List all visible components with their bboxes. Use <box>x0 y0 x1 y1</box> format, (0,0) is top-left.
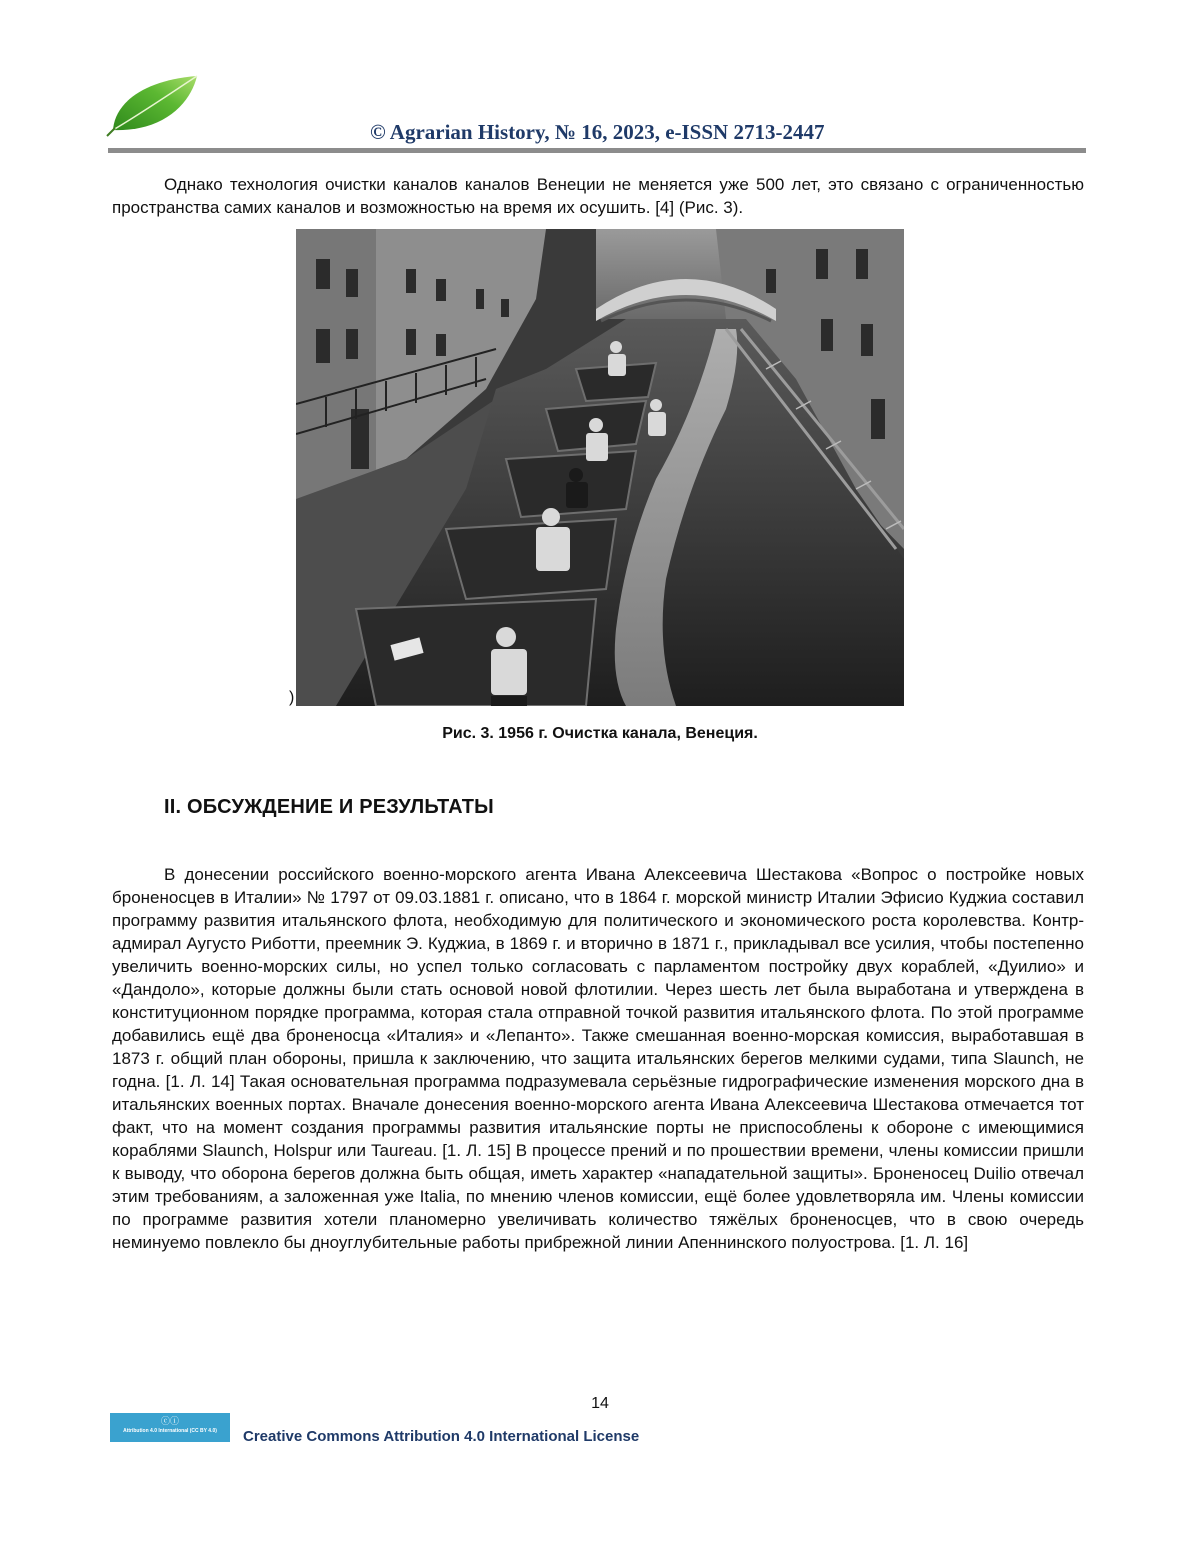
page-number: 14 <box>591 1395 609 1412</box>
journal-title: © Agrarian History, № 16, 2023, e-ISSN 2713-2447 <box>370 120 825 144</box>
stray-parenthesis: ) <box>289 689 295 706</box>
cc-by-icon: ⓒⓘ <box>160 1416 179 1426</box>
intro-text: Однако технология очистки каналов каналов Венеции не меняется уже 500 лет, это связано с ограниченностью пространства самих каналов и возможностью на время их осушить. [4] (Рис. 3). <box>112 175 1084 217</box>
intro-paragraph <box>112 173 1084 219</box>
section-text: В донесении российского военно-морского агента Ивана Алексеевича Шестакова «Вопрос о постройке новых броненосцев в Италии» № 1797 от 09.03.1881 г. описано, что в 1864 г. морской министр Италии Эфисио Куджиа составил программу развития итальянского флота, необходимую для политического и экономического роста королевства. Контр-адмирал Аугусто Риботти, преемник Э. Куджиа, в 1869 г. и вторично в 1871 г., прикладывал все усилия, чтобы постепенно увеличить военно-морских силы, но успел только согласовать с парламентом постройку двух кораблей, «Дуилио» и «Дандоло», которые должны были стать основой новой флотилии. Через шесть лет была выработана и утверждена в конституционном порядке программа, которая стала отправной точкой развития итальянского флота. По этой программе добавились ещё два броненосца «Италия» и «Лепанто». Также смешанная военно-морская комиссия, выработавшая в 1873 г. общий план обороны, пришла к заключению, что защита итальянских берегов мелкими судами, типа Slaunch, не годна. [1. Л. 14] Такая основательная программа подразумевала серьёзные гидрографические изменения морского дна в итальянских военных портах. Вначале донесения военно-морского агента Ивана Алексеевича Шестакова отмечается тот факт, что на момент создания программы развития итальянские порты не приспособлены к обороне с имеющимися кораблями Slaunch, Holspur или Taureau. [1. Л. 15] В процессе прений и по прошествии времени, члены комиссии пришли к выводу, что оборона берегов должна быть общая, иметь характер «нападательной защиты». Броненосец Duilio отвечал этим требованиям, а заложенная уже Italia, по мнению членов комиссии, ещё более удовлетворяла им. Члены комиссии по программе развития хотели планомерно увеличивать количество тяжёлых броненосцев, что в свою очередь неминуемо повлекло бы дноуглубительные работы прибрежной линии Апеннинского полуострова. [1. Л. 16] <box>112 865 1084 1252</box>
cc-badge-label: Attribution 4.0 International (CC BY 4.0) <box>123 1428 217 1434</box>
cc-license-badge[interactable] <box>110 1413 230 1442</box>
figure-caption: Рис. 3. 1956 г. Очистка канала, Венеция. <box>442 725 758 742</box>
section-paragraph <box>112 863 1084 1254</box>
leaf-icon <box>105 72 205 138</box>
license-link[interactable]: Creative Commons Attribution 4.0 International License <box>243 1428 640 1445</box>
header-rule <box>108 148 1086 153</box>
section-heading: II. ОБСУЖДЕНИЕ И РЕЗУЛЬТАТЫ <box>164 796 494 818</box>
canal-photo <box>296 229 904 706</box>
